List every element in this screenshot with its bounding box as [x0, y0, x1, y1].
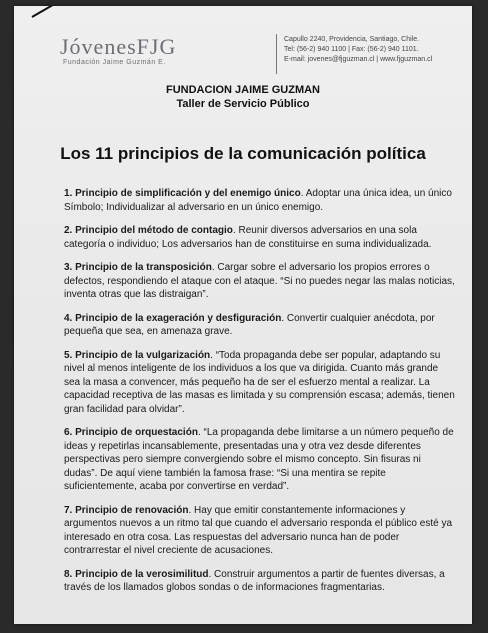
logo — [60, 36, 176, 66]
principle-item — [64, 187, 456, 214]
principle-number: 5. — [64, 349, 73, 361]
principle-heading: Principio de renovación — [75, 504, 189, 516]
principle-body: . Convertir cualquier anécdota, por pequeña que sea, en amenaza grave. — [64, 312, 435, 337]
principle-body: . “La propaganda debe limitarse a un número pequeño de ideas y repetirlas incansablemente, presentadas una y otra vez desde diferentes perspectivas pero siempre convergiendo sobre el mismo concepto. Sin fisuras ni dudas”. De aquí viene también la famosa frase: “Si una mentira se repite suficientemente, acaba por convertirse en verdad”. — [64, 427, 454, 492]
logo-text: JóvenesFJG — [60, 34, 177, 59]
principle-heading: Principio del método de contagio — [75, 225, 233, 236]
organization-heading — [14, 83, 472, 111]
organization-name: FUNDACION JAIME GUZMAN — [166, 84, 320, 96]
document-title: Los 11 principios de la comunicación política — [60, 144, 426, 163]
contact-phone: Tel: (56-2) 940 1100 | Fax: (56-2) 940 1101. — [284, 46, 419, 53]
principle-body: . Hay que emitir constantemente informaciones y argumentos nuevos a un ritmo tal que cuando el adversario responda el público esté ya interesado en otra cosa. Las respuestas del adversario nunca han de poder contrarrestar el nivel creciente de acusaciones. — [64, 504, 453, 556]
document-page — [14, 6, 472, 624]
principle-number: 8. — [64, 568, 73, 580]
principle-item — [64, 349, 456, 417]
header-divider — [276, 34, 277, 74]
principle-body: . Construir argumentos a partir de fuentes diversas, a través de los llamados globos sondas o de informaciones fragmentarias. — [64, 568, 445, 593]
contact-info — [284, 35, 472, 65]
principle-number: 6. — [64, 427, 73, 438]
principle-body: . Cargar sobre el adversario los propios errores o defectos, respondiendo el ataque con el ataque. “Si no puedes negar las malas noticias, inventa otras que las distraigan”. — [64, 262, 455, 300]
principle-item — [64, 504, 456, 558]
pen-mark — [32, 6, 68, 18]
workshop-name: Taller de Servicio Público — [176, 98, 310, 110]
principle-item — [64, 224, 456, 251]
principle-item — [64, 312, 456, 339]
principle-item — [64, 426, 456, 494]
principle-heading: Principio de orquestación — [75, 427, 198, 438]
principle-body: . “Toda propaganda debe ser popular, adaptando su nivel al menos inteligente de los individuos a los que va dirigida. Cuanto más grande sea la masa a convencer, más pequeño ha de ser el esfuerzo mental a realizar. La capacidad receptiva de las masas es limitada y su comprensión escasa; además, tienen gran facilidad para olvidar”. — [64, 349, 455, 415]
principle-number: 7. — [64, 504, 73, 516]
principle-item — [64, 568, 456, 595]
principle-number: 4. — [64, 312, 73, 324]
principles-list — [64, 187, 456, 605]
principle-heading: Principio de la exageración y desfiguración — [75, 312, 282, 324]
contact-email: E-mail: jovenes@fjguzman.cl | www.fjguzman.cl — [284, 56, 433, 63]
principle-heading: Principio de la verosimilitud — [75, 568, 209, 580]
principle-number: 2. — [64, 225, 73, 236]
principle-number: 3. — [64, 262, 73, 273]
principle-heading: Principio de la transposición — [75, 262, 212, 273]
principle-item — [64, 261, 456, 302]
principle-number: 1. — [64, 188, 73, 199]
principle-body: . Adoptar una única idea, un único Símbolo; Individualizar al adversario en un único enemigo. — [64, 188, 452, 213]
principle-body: . Reunir diversos adversarios en una sola categoría o individuo; Los adversarios han de constituirse en suma individualizada. — [64, 225, 432, 250]
principle-heading: Principio de simplificación y del enemigo único — [75, 188, 301, 199]
contact-address: Capullo 2240, Providencia, Santiago, Chile. — [284, 36, 420, 43]
logo-subtitle: Fundación Jaime Guzmán E. — [63, 59, 166, 66]
principle-heading: Principio de la vulgarización — [75, 349, 211, 361]
